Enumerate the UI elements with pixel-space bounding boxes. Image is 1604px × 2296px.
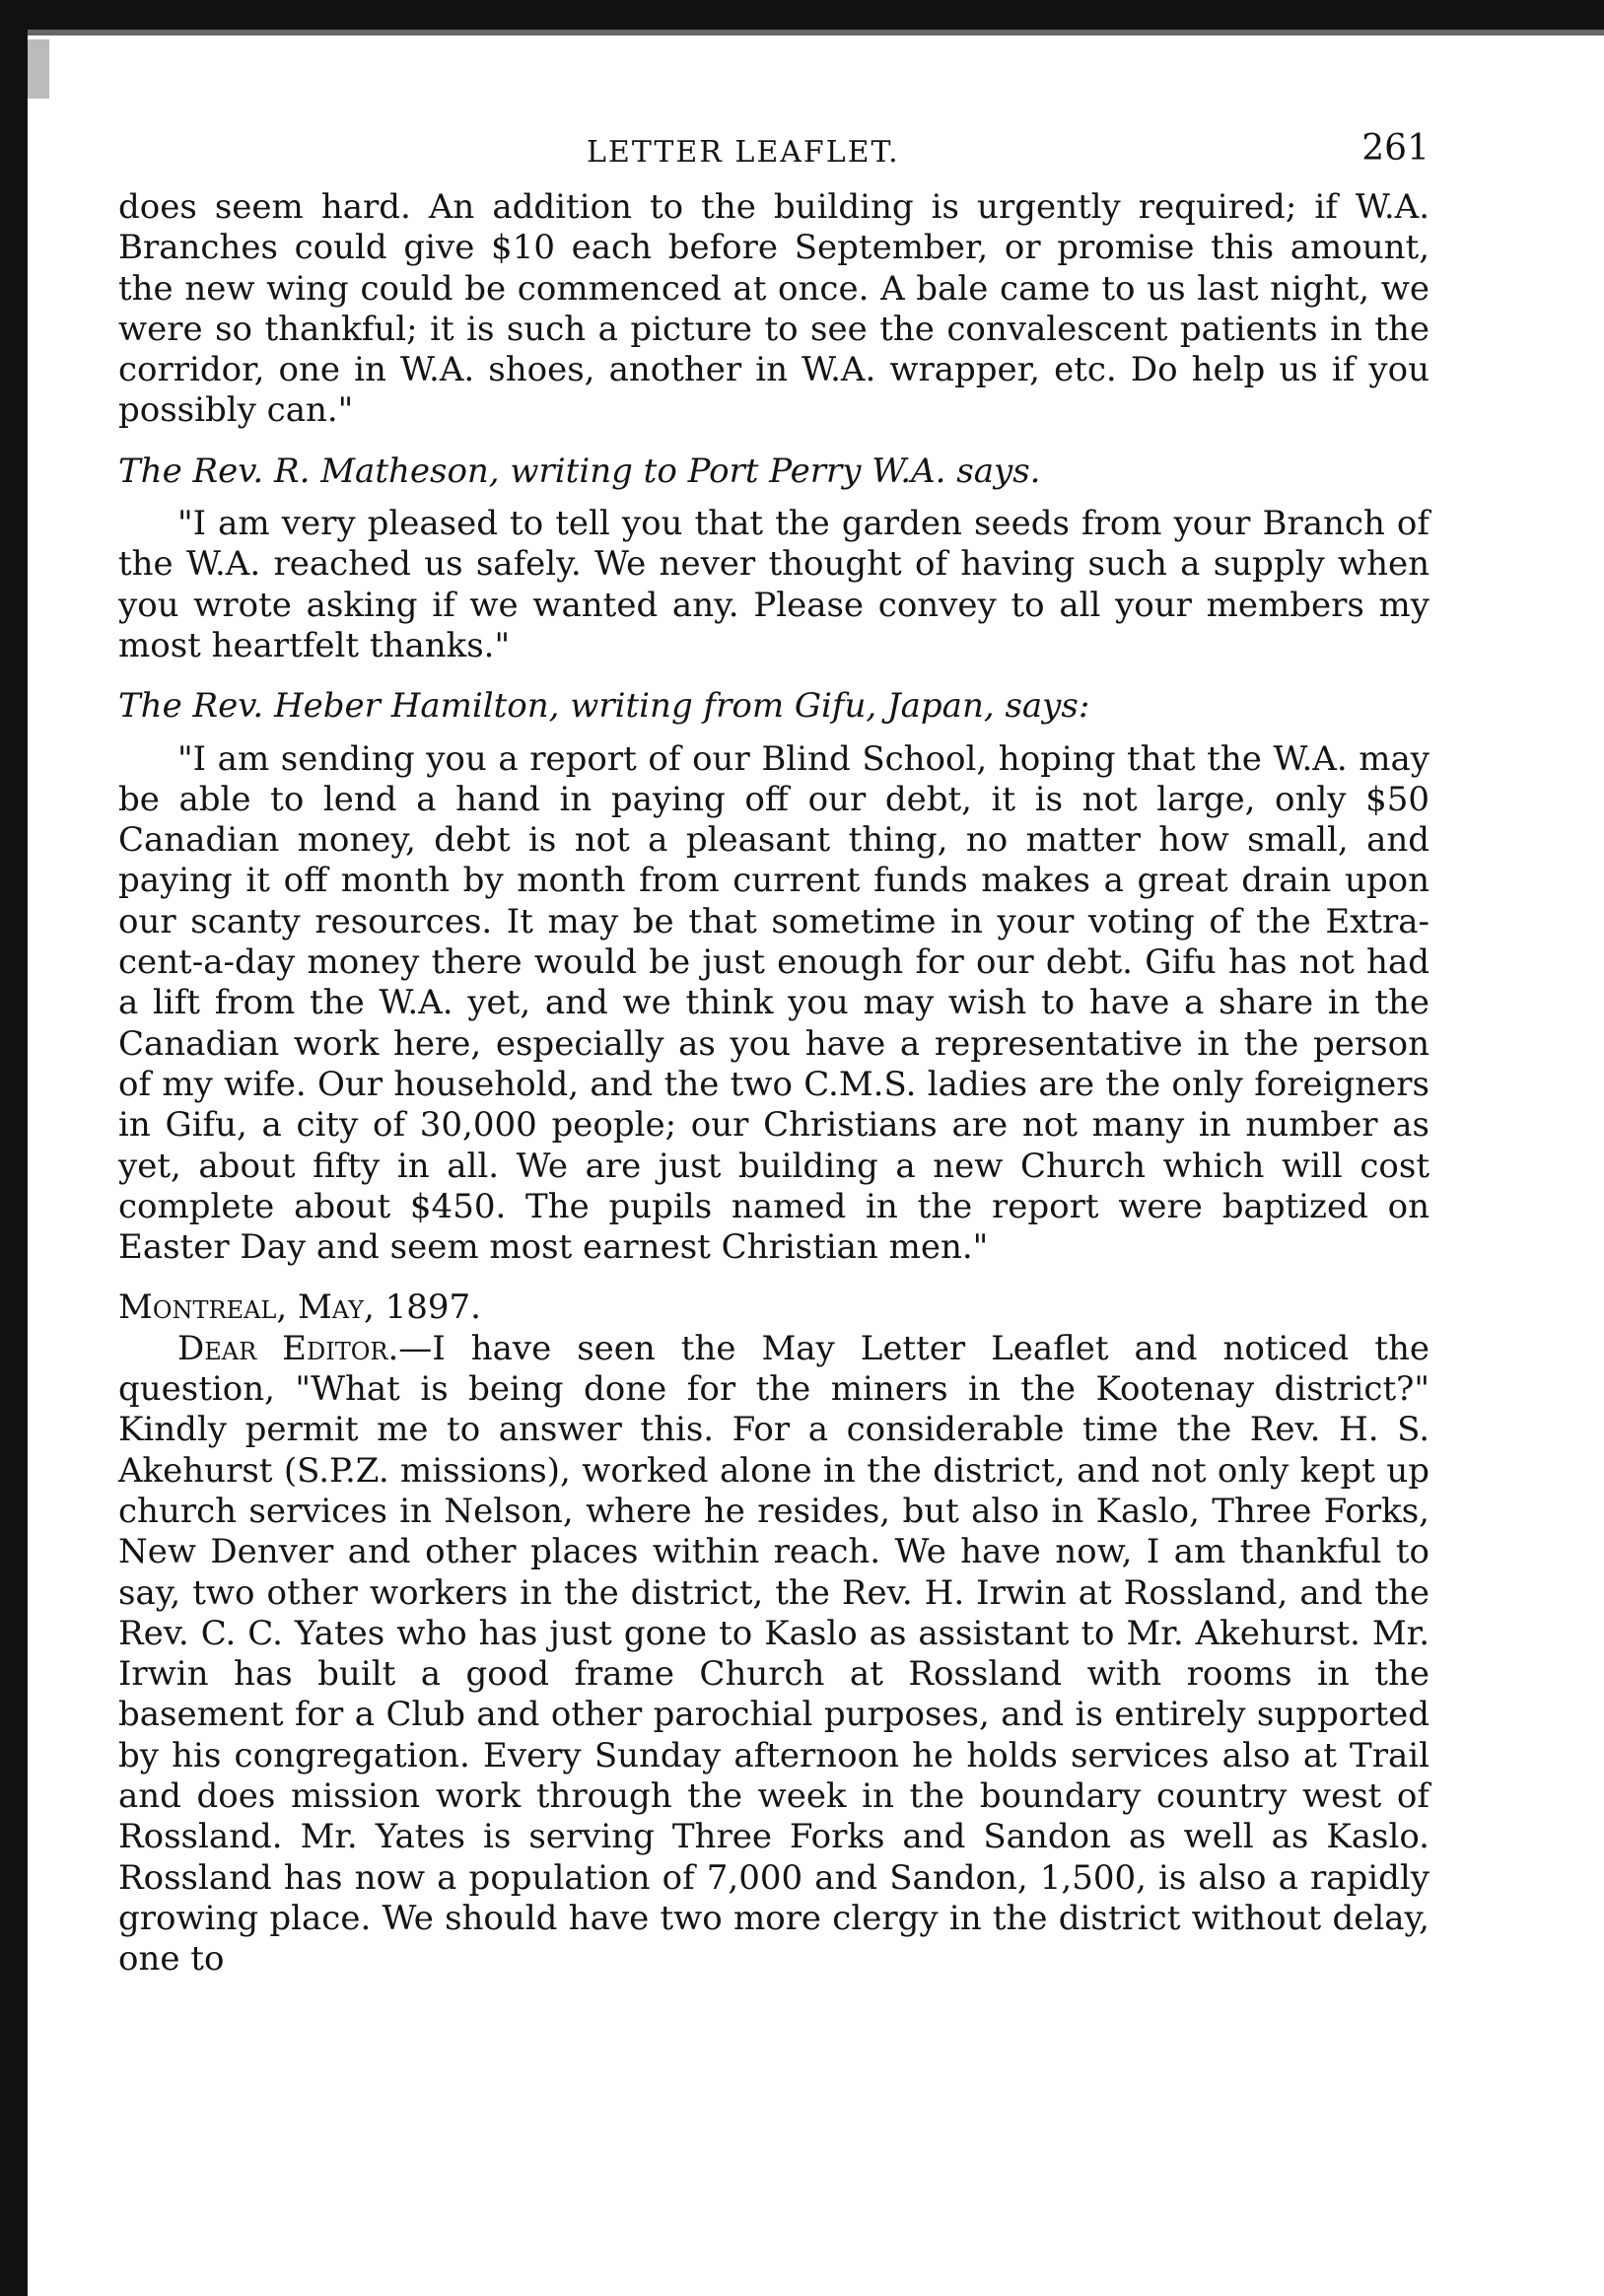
scan-border-left (0, 0, 28, 2296)
scan-border-shadow (0, 30, 1604, 35)
page-content (118, 128, 1430, 1980)
running-title: LETTER LEAFLET. (587, 135, 900, 170)
paragraph-continued: does seem hard. An addition to the building is urgently required; if W.A. Branches could give $10 each before September, or promise this amount, the new wing could be commenced at once. A bale came to us last night, we were so thankful; it is such a picture to see the convalescent patients in the corridor, one in W.A. shoes, another in W.A. wrapper, etc. Do help us if you possibly can." (118, 187, 1430, 431)
letter-dateline: Montreal, May, 1897. (118, 1287, 481, 1328)
page-header (118, 128, 1430, 187)
page-number: 261 (1361, 128, 1430, 169)
letter-to-editor-body: —I have seen the May Letter Leaflet and noticed the question, "What is being done for the miners in the Kootenay district?" Kindly permit me to answer this. For a considerable time the Rev. H. S. Akehurst (S.P.Z. missions), worked alone in the district, and not only kept up church services in Nelson, where he resides, but also in Kaslo, Three Forks, New Denver and other places within reach. We have now, I am thankful to say, two other workers in the district, the Rev. H. Irwin at Rossland, and the Rev. C. C. Yates who has just gone to Kaslo as assistant to Mr. Akehurst. Mr. Irwin has built a good frame Church at Rossland with rooms in the basement for a Club and other parochial purposes, and is entirely supported by his congregation. Every Sunday afternoon he holds services also at Trail and does mission work through the week in the boundary country west of Rossland. Mr. Yates is serving Three Forks and Sandon as well as Kaslo. Rossland has now a population of 7,000 and Sandon, 1,500, is also a rapidly growing place. We should have two more clergy in the district without delay, one to (118, 1328, 1430, 1980)
letter-intro-matheson: The Rev. R. Matheson, writing to Port Perry W.A. says. (118, 451, 1041, 491)
letter-matheson: "I am very pleased to tell you that the garden seeds from your Branch of the W.A. reached us safely. We never thought of having such a supply when you wrote asking if we wanted any. Please convey to all your members my most heartfelt thanks." (118, 504, 1430, 665)
scan-border-top (0, 0, 1604, 30)
letter-to-editor (118, 1329, 1430, 1981)
letter-intro-hamilton: The Rev. Heber Hamilton, writing from Gifu, Japan, says: (118, 686, 1090, 727)
letter-hamilton: "I am sending you a report of our Blind School, hoping that the W.A. may be able to lend a hand in paying off our debt, it is not large, only $50 Canadian money, debt is not a pleasant thing, no matter how small, and paying it off month by month from current funds makes a great drain upon our scanty resources. It may be that sometime in your voting of the Extra-cent-a-day money there would be just enough for our debt. Gifu has not had a lift from the W.A. yet, and we think you may wish to have a share in the Canadian work here, especially as you have a representative in the person of my wife. Our household, and the two C.M.S. ladies are the only foreigners in Gifu, a city of 30,000 people; our Christians are not many in number as yet, about fifty in all. We are just building a new Church which will cost complete about $450. The pupils named in the report were baptized on Easter Day and seem most earnest Christian men." (118, 738, 1430, 1268)
salutation: Dear Editor. (177, 1328, 399, 1368)
scan-edge-mark (28, 39, 49, 99)
